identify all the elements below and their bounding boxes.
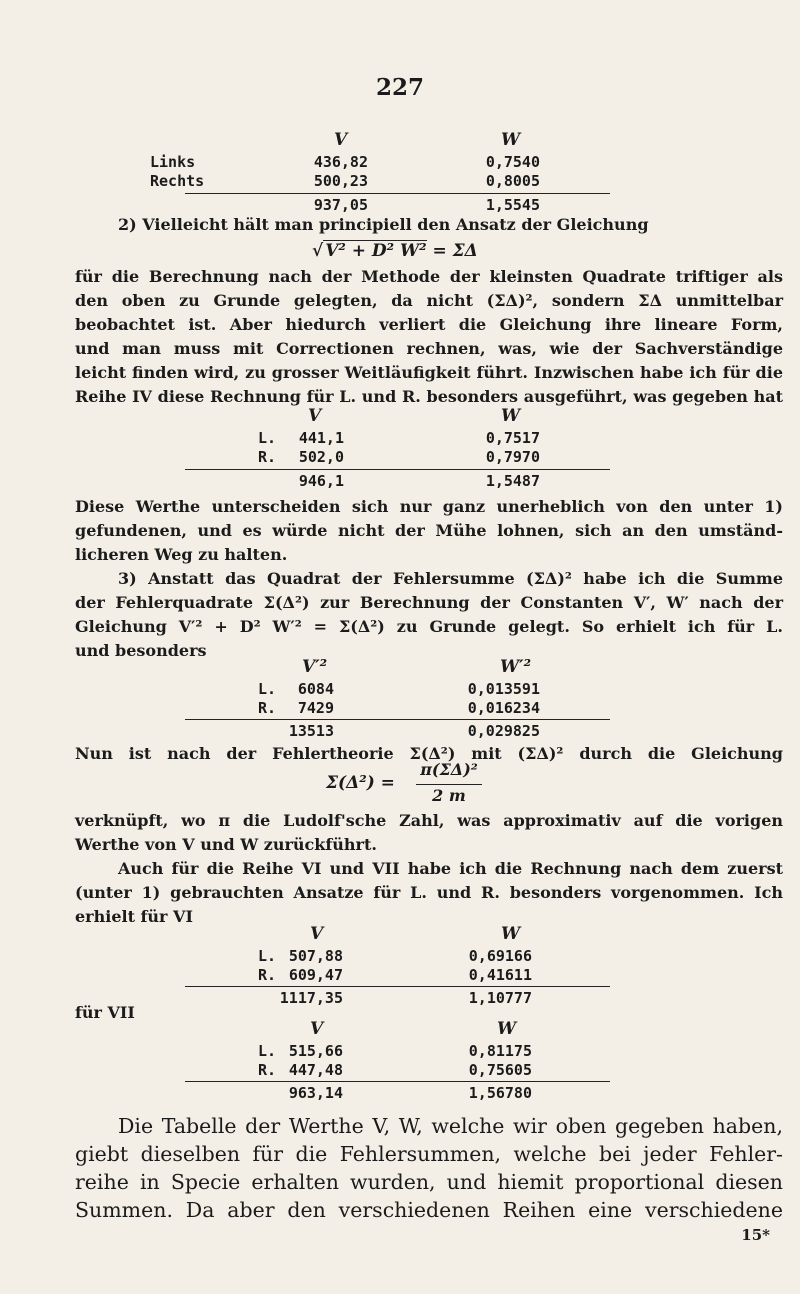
- paragraph-line: (unter 1) gebrauchten Ansatze für L. und R. besonders vorgenommen. Ich: [75, 883, 783, 902]
- table-rule: [185, 193, 610, 194]
- table-header-w: W: [501, 924, 521, 944]
- table-sum-v: 1117,35: [279, 989, 343, 1007]
- table-row-label: R.: [258, 699, 277, 717]
- equation-rhs: = ΣΔ: [432, 241, 478, 261]
- table-cell-v: 500,23: [313, 172, 368, 190]
- table-cell-v: 441,1: [298, 429, 344, 447]
- table-cell-w: 0,75605: [468, 1061, 532, 1079]
- table-header-v: V: [308, 406, 322, 426]
- table-cell-w: 0,7540: [485, 153, 540, 171]
- table-rule: [185, 986, 610, 987]
- paragraph-line: Gleichung V′² + D² W′² = Σ(Δ²) zu Grunde gelegt. So erhielt ich für L.: [75, 617, 783, 636]
- paragraph-line: Werthe von V und W zurückführt.: [75, 835, 377, 854]
- paragraph-line: Auch für die Reihe VI und VII habe ich die Rechnung nach dem zuerst: [118, 859, 783, 878]
- paragraph-line: leicht finden wird, zu grosser Weitläufigkeit führt. Inzwischen habe ich für die: [75, 363, 783, 382]
- table-sum-v: 963,14: [288, 1084, 343, 1102]
- table-header-v: V′²: [302, 657, 328, 677]
- table-header-v: V: [334, 130, 348, 150]
- paragraph-line: den oben zu Grunde gelegten, da nicht (ΣΔ)², sondern ΣΔ unmittelbar: [75, 291, 783, 310]
- table-sum-w: 1,56780: [468, 1084, 532, 1102]
- paragraph-line: Die Tabelle der Werthe V, W, welche wir oben gegeben haben,: [118, 1114, 783, 1138]
- paragraph-line: erhielt für VI: [75, 907, 193, 926]
- equation-denominator: 2 m: [432, 786, 466, 805]
- table-cell-w: 0,8005: [485, 172, 540, 190]
- table-cell-w: 0,016234: [467, 699, 540, 717]
- fraction-bar: [416, 784, 482, 785]
- table-cell-v: 7429: [297, 699, 334, 717]
- table-cell-v: 6084: [297, 680, 334, 698]
- table-cell-v: 447,48: [288, 1061, 343, 1079]
- table-header-v: V: [310, 1019, 324, 1039]
- equation-1: √ V² + D² W² = ΣΔ: [312, 241, 478, 261]
- table-cell-v: 436,82: [313, 153, 368, 171]
- paragraph-line: Diese Werthe unterscheiden sich nur ganz unerheblich von den unter 1): [75, 497, 783, 516]
- paragraph-line: und man muss mit Correctionen rechnen, was, wie der Sachverständige: [75, 339, 783, 358]
- table-row-label: L.: [258, 680, 277, 698]
- table-row-label: L.: [258, 429, 277, 447]
- table-row-label: L.: [258, 947, 277, 965]
- table-cell-w: 0,7517: [485, 429, 540, 447]
- table-row-label: Links: [150, 153, 196, 171]
- table-sum-v: 946,1: [298, 472, 344, 490]
- paragraph-line: beobachtet ist. Aber hiedurch verliert die Gleichung ihre lineare Form,: [75, 315, 783, 334]
- paragraph-line: Nun ist nach der Fehlertheorie Σ(Δ²) mit (ΣΔ)² durch die Gleichung: [75, 744, 783, 763]
- table-cell-w: 0,013591: [467, 680, 540, 698]
- table-rule: [185, 719, 610, 720]
- table-cell-v: 502,0: [298, 448, 344, 466]
- equation-numerator: π(ΣΔ)²: [420, 760, 478, 779]
- table-header-v: V: [310, 924, 324, 944]
- table-row-label: R.: [258, 1061, 277, 1079]
- table-cell-w: 0,41611: [468, 966, 532, 984]
- table-header-w: W: [497, 1019, 517, 1039]
- table-sum-w: 1,5545: [485, 196, 540, 214]
- paragraph-line: gefundenen, und es würde nicht der Mühe lohnen, sich an den umständ-: [75, 521, 783, 540]
- paragraph-line: reihe in Specie erhalten wurden, und hiemit proportional diesen: [75, 1170, 783, 1194]
- table-row-label: Rechts: [150, 172, 205, 190]
- paragraph-line: Summen. Da aber den verschiedenen Reihen eine verschiedene: [75, 1198, 783, 1222]
- table-header-w: W′²: [500, 657, 532, 677]
- table-cell-w: 0,7970: [485, 448, 540, 466]
- table-sum-w: 1,5487: [485, 472, 540, 490]
- table-sum-v: 13513: [288, 722, 334, 740]
- paragraph-line: Reihe IV diese Rechnung für L. und R. besonders ausgeführt, was gegeben hat: [75, 387, 783, 406]
- table-cell-v: 507,88: [288, 947, 343, 965]
- paragraph-line: und besonders: [75, 641, 207, 660]
- table-row-label: R.: [258, 966, 277, 984]
- table-sum-w: 1,10777: [468, 989, 532, 1007]
- table-cell-v: 609,47: [288, 966, 343, 984]
- paragraph-line: 2) Vielleicht hält man principiell den Ansatz der Gleichung: [118, 215, 649, 234]
- section-label: für VII: [75, 1003, 135, 1022]
- equation-radicand: V² + D² W²: [325, 241, 427, 261]
- table-rule: [185, 469, 610, 470]
- table-row-label: R.: [258, 448, 277, 466]
- table-cell-v: 515,66: [288, 1042, 343, 1060]
- page-number: 227: [375, 74, 424, 101]
- paragraph-line: der Fehlerquadrate Σ(Δ²) zur Berechnung der Constanten V′, W′ nach der: [75, 593, 783, 612]
- table-cell-w: 0,81175: [468, 1042, 532, 1060]
- table-cell-w: 0,69166: [468, 947, 532, 965]
- equation-lhs: Σ(Δ²) =: [326, 773, 395, 793]
- table-row-label: L.: [258, 1042, 277, 1060]
- paragraph-line: 3) Anstatt das Quadrat der Fehlersumme (ΣΔ)² habe ich die Summe: [118, 569, 783, 588]
- signature-mark: 15*: [741, 1226, 770, 1244]
- paragraph-line: verknüpft, wo π die Ludolf'sche Zahl, was approximativ auf die vorigen: [75, 811, 783, 830]
- table-sum-v: 937,05: [313, 196, 368, 214]
- table-rule: [185, 1081, 610, 1082]
- paragraph-line: giebt dieselben für die Fehlersummen, welche bei jeder Fehler-: [75, 1142, 783, 1166]
- table-sum-w: 0,029825: [467, 722, 540, 740]
- table-header-w: W: [501, 130, 521, 150]
- table-header-w: W: [501, 406, 521, 426]
- paragraph-line: für die Berechnung nach der Methode der kleinsten Quadrate triftiger als: [75, 267, 783, 286]
- paragraph-line: licheren Weg zu halten.: [75, 545, 288, 564]
